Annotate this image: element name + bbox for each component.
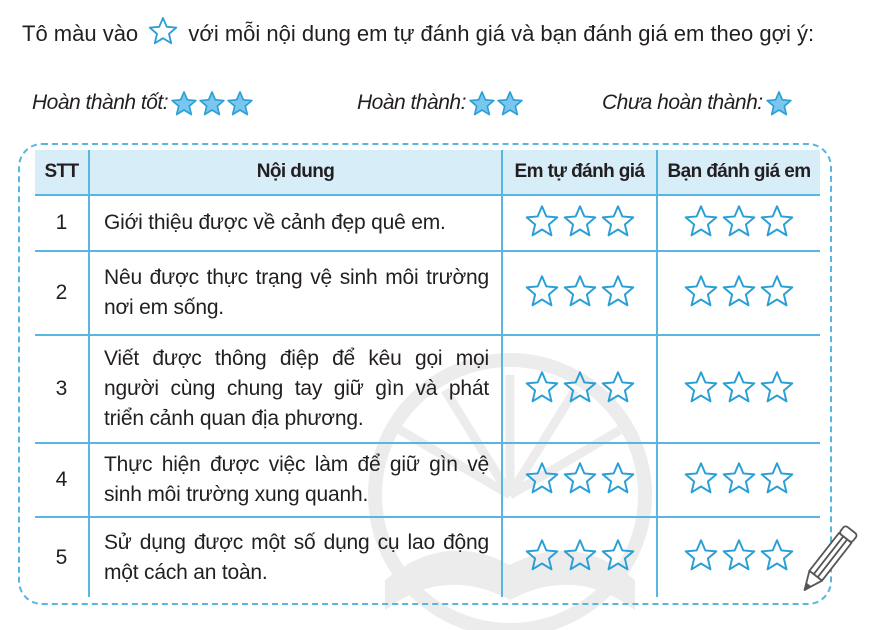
- self-rating-cell: [502, 443, 657, 517]
- table-row: [35, 517, 820, 597]
- star-outline-icon[interactable]: [759, 461, 795, 494]
- star-outline-icon[interactable]: [524, 461, 560, 494]
- header-content: Nội dung: [89, 150, 502, 195]
- star-outline-icon[interactable]: [721, 538, 757, 571]
- peer-rating-cell: [657, 443, 820, 517]
- self-rating-stars: [524, 461, 636, 494]
- star-filled-icon: [765, 90, 793, 116]
- pencil-icon: [796, 518, 860, 602]
- peer-rating-stars: [683, 204, 795, 237]
- table-header-row: [35, 150, 820, 195]
- row-content: Sử dụng được một số dụng cụ lao động một cách an toàn.: [89, 517, 502, 597]
- self-rating-cell: [502, 335, 657, 443]
- star-filled-icon: [198, 90, 226, 116]
- legend-item-incomplete: [602, 90, 793, 116]
- legend-stars: [765, 90, 793, 116]
- star-outline-icon[interactable]: [524, 370, 560, 403]
- self-rating-stars: [524, 274, 636, 307]
- table-row: [35, 251, 820, 335]
- header-peer-assessment: Bạn đánh giá em: [657, 150, 820, 195]
- instructions-text-before: Tô màu vào: [22, 21, 139, 46]
- star-outline-icon[interactable]: [562, 204, 598, 237]
- self-rating-stars: [524, 370, 636, 403]
- row-content: Thực hiện được việc làm để giữ gìn vệ sinh môi trường xung quanh.: [89, 443, 502, 517]
- self-rating-cell: [502, 251, 657, 335]
- row-number: 3: [35, 335, 89, 443]
- table-row: [35, 335, 820, 443]
- instructions-text-after: với mỗi nội dung em tự đánh giá và bạn đánh giá em theo gợi ý:: [188, 21, 815, 46]
- peer-rating-stars: [683, 461, 795, 494]
- legend-item-complete: [357, 90, 524, 116]
- star-outline-icon[interactable]: [759, 204, 795, 237]
- header-self-assessment: Em tự đánh giá: [502, 150, 657, 195]
- peer-rating-stars: [683, 370, 795, 403]
- star-outline-icon[interactable]: [759, 274, 795, 307]
- peer-rating-cell: [657, 195, 820, 251]
- peer-rating-cell: [657, 335, 820, 443]
- self-rating-cell: [502, 195, 657, 251]
- star-outline-icon[interactable]: [562, 370, 598, 403]
- star-outline-icon[interactable]: [524, 274, 560, 307]
- rating-legend: [22, 90, 862, 124]
- star-outline-icon[interactable]: [600, 204, 636, 237]
- row-number: 2: [35, 251, 89, 335]
- table-row: [35, 443, 820, 517]
- star-outline-icon[interactable]: [721, 461, 757, 494]
- star-outline-icon[interactable]: [683, 461, 719, 494]
- self-rating-cell: [502, 517, 657, 597]
- row-content: Giới thiệu được về cảnh đẹp quê em.: [89, 195, 502, 251]
- peer-rating-stars: [683, 538, 795, 571]
- star-filled-icon: [226, 90, 254, 116]
- row-content: Nêu được thực trạng vệ sinh môi trường nơi em sống.: [89, 251, 502, 335]
- table-row: [35, 195, 820, 251]
- row-number: 1: [35, 195, 89, 251]
- star-outline-icon[interactable]: [562, 538, 598, 571]
- star-outline-icon[interactable]: [721, 204, 757, 237]
- self-rating-stars: [524, 204, 636, 237]
- header-stt: STT: [35, 150, 89, 195]
- instructions: [22, 16, 862, 55]
- star-outline-icon[interactable]: [683, 204, 719, 237]
- star-outline-icon[interactable]: [562, 274, 598, 307]
- star-filled-icon: [170, 90, 198, 116]
- star-outline-icon[interactable]: [600, 274, 636, 307]
- star-outline-icon[interactable]: [683, 274, 719, 307]
- star-outline-icon[interactable]: [683, 538, 719, 571]
- star-outline-icon[interactable]: [721, 274, 757, 307]
- star-filled-icon: [468, 90, 496, 116]
- star-outline-icon[interactable]: [759, 370, 795, 403]
- evaluation-table: [35, 150, 820, 597]
- star-outline-icon: [146, 16, 180, 55]
- legend-item-excellent: [32, 90, 254, 116]
- star-outline-icon[interactable]: [759, 538, 795, 571]
- row-number: 4: [35, 443, 89, 517]
- star-outline-icon[interactable]: [721, 370, 757, 403]
- star-outline-icon[interactable]: [562, 461, 598, 494]
- star-outline-icon[interactable]: [683, 370, 719, 403]
- self-rating-stars: [524, 538, 636, 571]
- row-number: 5: [35, 517, 89, 597]
- legend-stars: [468, 90, 524, 116]
- star-outline-icon[interactable]: [600, 461, 636, 494]
- row-content: Viết được thông điệp để kêu gọi mọi người cùng chung tay giữ gìn và phát triển cảnh quan địa phương.: [89, 335, 502, 443]
- legend-label: Hoàn thành tốt:: [32, 91, 169, 114]
- star-outline-icon[interactable]: [524, 204, 560, 237]
- legend-label: Hoàn thành:: [357, 91, 466, 114]
- star-outline-icon[interactable]: [524, 538, 560, 571]
- legend-label: Chưa hoàn thành:: [602, 91, 763, 114]
- peer-rating-stars: [683, 274, 795, 307]
- star-outline-icon[interactable]: [600, 538, 636, 571]
- legend-stars: [170, 90, 254, 116]
- peer-rating-cell: [657, 251, 820, 335]
- star-outline-icon[interactable]: [600, 370, 636, 403]
- star-filled-icon: [496, 90, 524, 116]
